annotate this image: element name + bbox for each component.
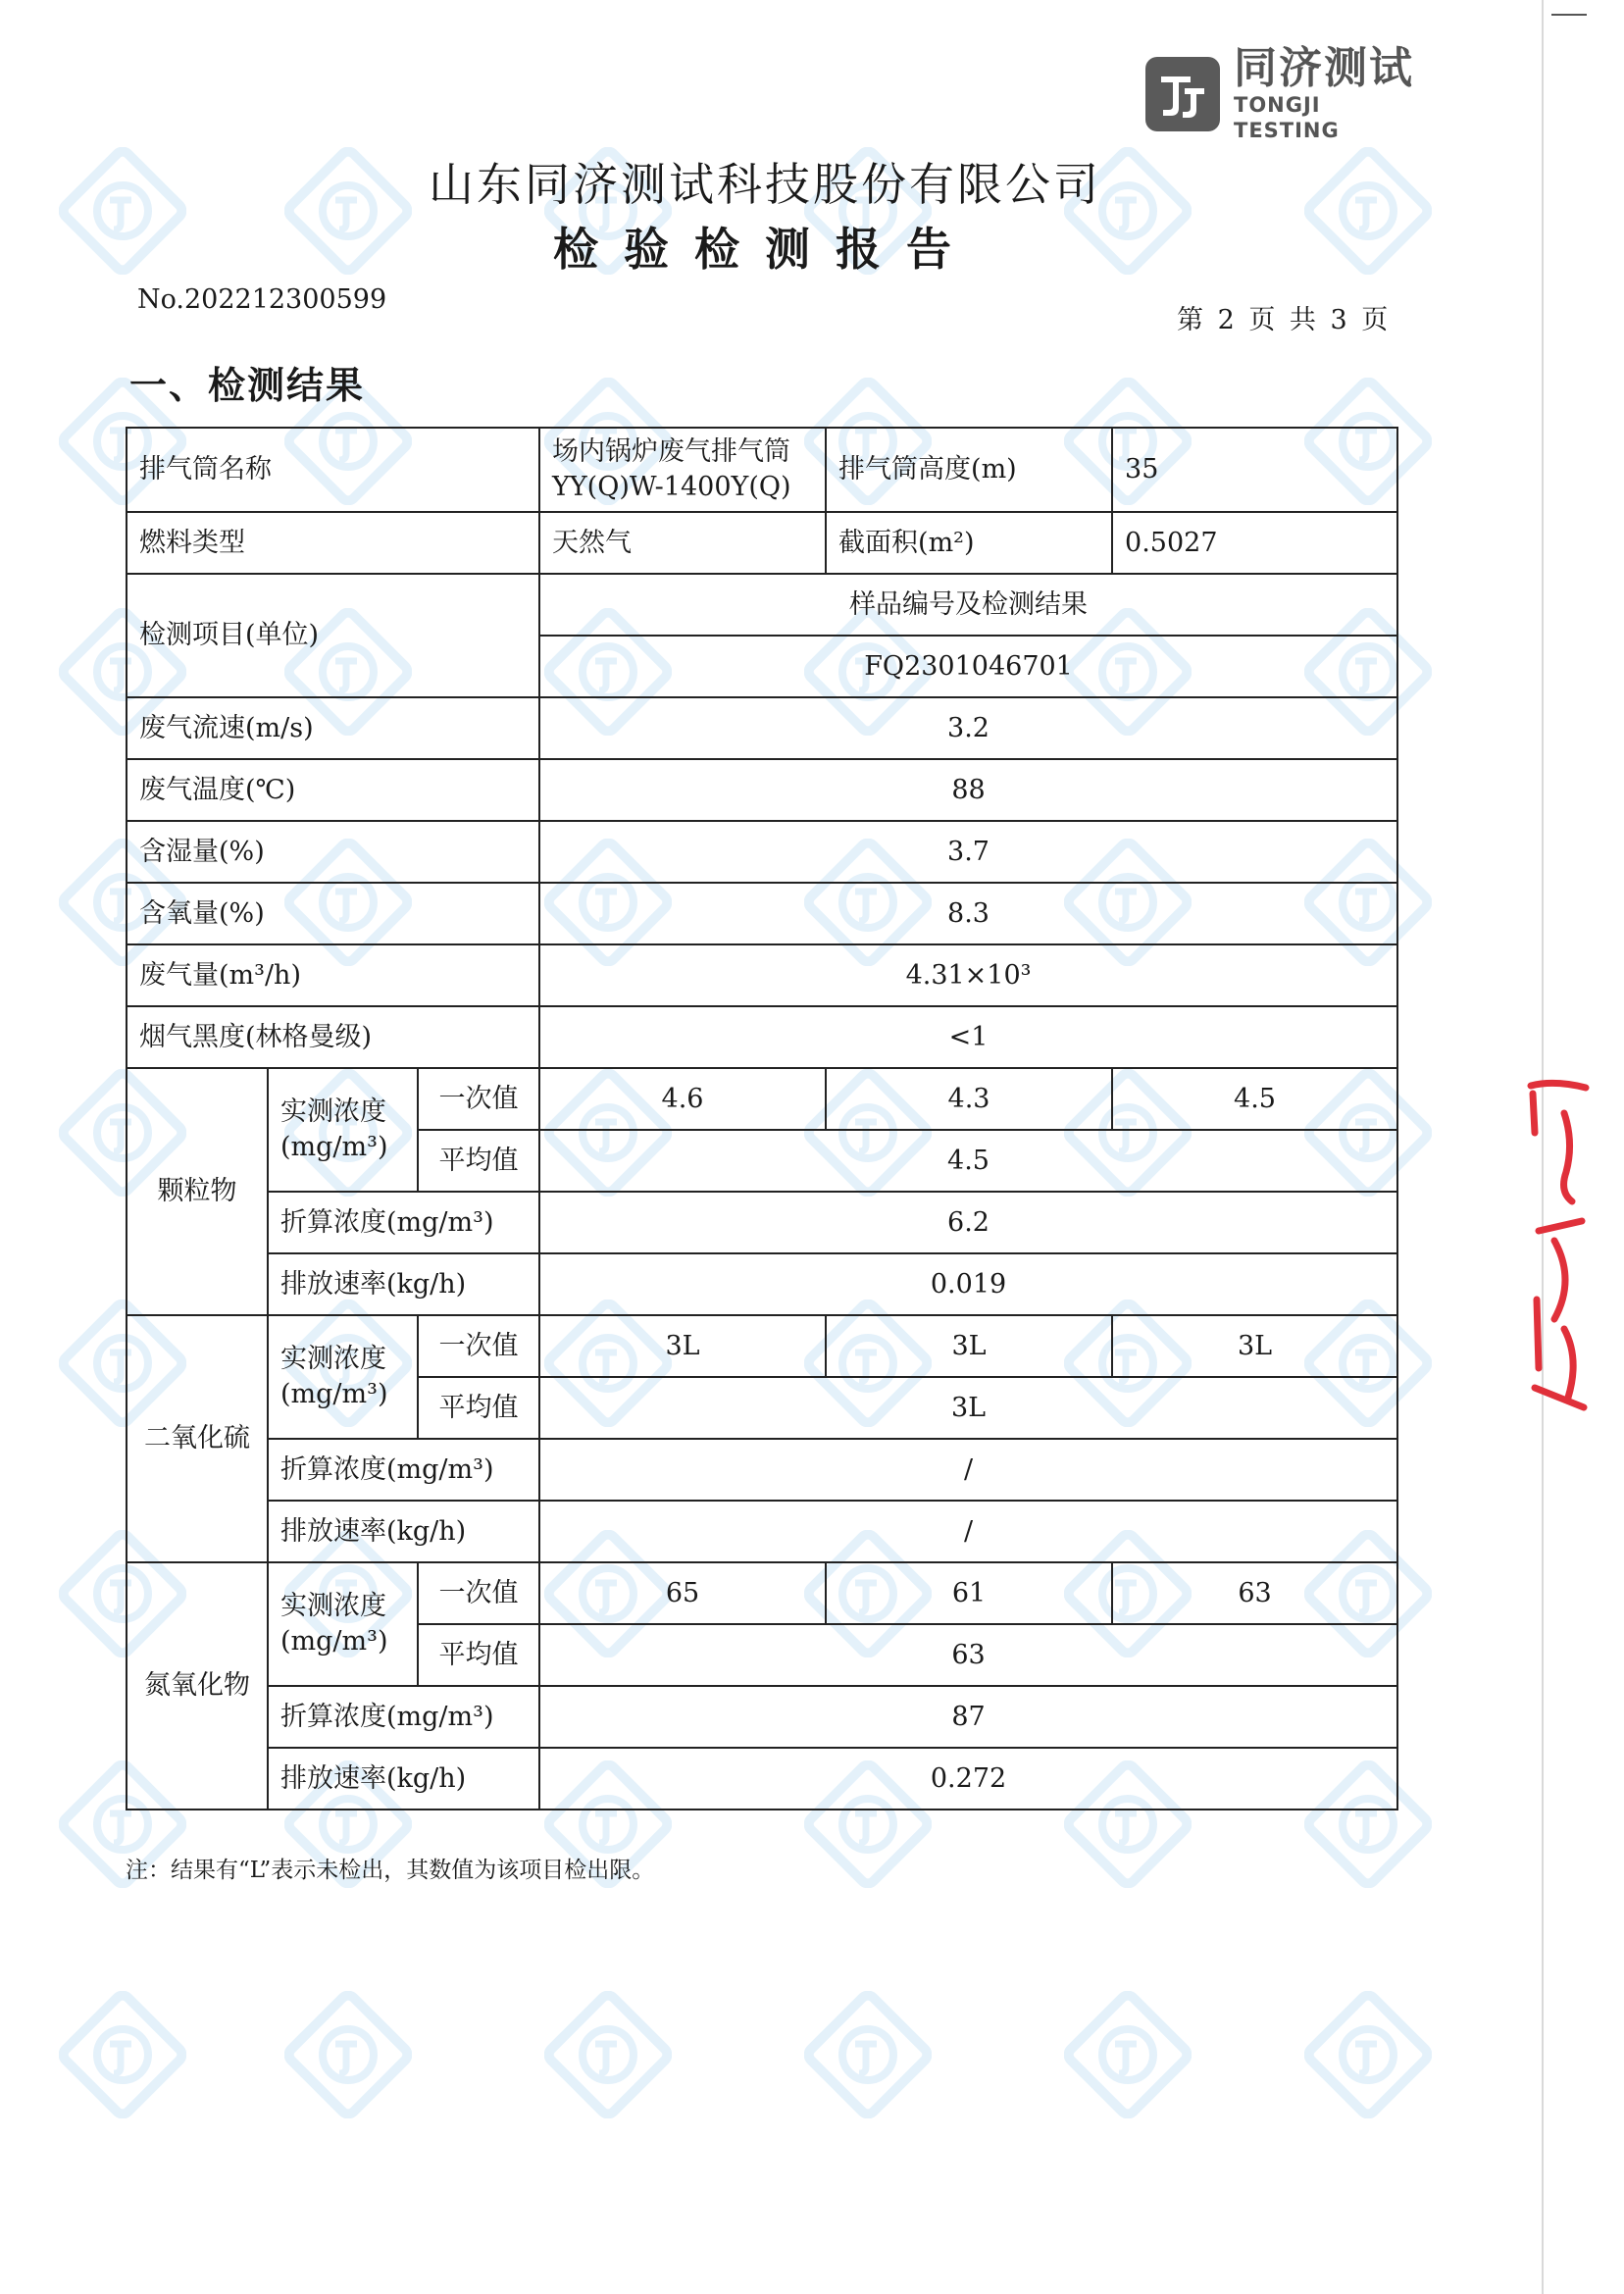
emission-rate-value: 0.272 [539, 1748, 1397, 1810]
section-title: 一、检测结果 [129, 363, 366, 407]
area-value: 0.5027 [1112, 512, 1397, 574]
stack-name-value [539, 428, 826, 512]
logo-cn-text: 同济测试 [1234, 43, 1414, 93]
measured-conc-line1: 实测浓度 [280, 1344, 386, 1374]
logo-en-text: TONGJI TESTING [1234, 93, 1340, 142]
param-value: 88 [539, 759, 1397, 821]
watermark-logo-icon [804, 1991, 932, 2118]
company-name: 山东同济测试科技股份有限公司 [429, 158, 1101, 211]
table-row [127, 1686, 1397, 1748]
converted-conc-value: 87 [539, 1686, 1397, 1748]
single-value-2: 4.3 [826, 1068, 1112, 1130]
single-value-1: 65 [539, 1562, 826, 1624]
page-edge-mark [1551, 14, 1587, 16]
emission-rate-label: 排放速率(kg/h) [268, 1253, 539, 1315]
area-label: 截面积(m²) [826, 512, 1112, 574]
stack-name-line2: YY(Q)W-1400Y(Q) [552, 472, 791, 502]
converted-conc-label: 折算浓度(mg/m³) [268, 1686, 539, 1748]
table-row [127, 1006, 1397, 1068]
measured-conc-line2: (mg/m³) [280, 1626, 388, 1657]
single-value-2: 61 [826, 1562, 1112, 1624]
param-value: <1 [539, 1006, 1397, 1068]
table-row [127, 1068, 1397, 1130]
measured-conc-line2: (mg/m³) [280, 1379, 388, 1409]
stack-height-label: 排气筒高度(m) [826, 428, 1112, 512]
single-value-3: 3L [1112, 1315, 1397, 1377]
single-value-2: 3L [826, 1315, 1112, 1377]
average-value-label: 平均值 [418, 1377, 539, 1439]
single-value-3: 4.5 [1112, 1068, 1397, 1130]
single-value-label: 一次值 [418, 1562, 539, 1624]
table-row [127, 574, 1397, 636]
average-value-label: 平均值 [418, 1130, 539, 1192]
table-row [127, 1192, 1397, 1253]
watermark-logo-icon [544, 1991, 672, 2118]
table-row [127, 944, 1397, 1006]
measured-conc-line2: (mg/m³) [280, 1132, 388, 1162]
measured-conc-line1: 实测浓度 [280, 1591, 386, 1621]
fuel-label: 燃料类型 [127, 512, 539, 574]
item-label: 检测项目(单位) [127, 574, 539, 697]
watermark-logo-icon [59, 1991, 186, 2118]
average-value: 3L [539, 1377, 1397, 1439]
average-value: 4.5 [539, 1130, 1397, 1192]
measured-conc-label [268, 1562, 418, 1686]
param-value: 3.7 [539, 821, 1397, 883]
converted-conc-label: 折算浓度(mg/m³) [268, 1439, 539, 1501]
watermark-logo-icon [284, 1991, 412, 2118]
param-value: 8.3 [539, 883, 1397, 944]
table-row [127, 1439, 1397, 1501]
average-value-label: 平均值 [418, 1624, 539, 1686]
measured-conc-label [268, 1315, 418, 1439]
table-row [127, 759, 1397, 821]
emission-rate-label: 排放速率(kg/h) [268, 1501, 539, 1562]
stack-name-line1: 场内锅炉废气排气筒 [552, 436, 791, 467]
tongji-logo-icon [1145, 57, 1220, 131]
param-label: 含湿量(%) [127, 821, 539, 883]
param-label: 废气流速(m/s) [127, 697, 539, 759]
single-value-label: 一次值 [418, 1315, 539, 1377]
param-label: 烟气黑度(林格曼级) [127, 1006, 539, 1068]
pollutant-name: 颗粒物 [127, 1068, 268, 1315]
single-value-1: 4.6 [539, 1068, 826, 1130]
pollutant-name: 二氧化硫 [127, 1315, 268, 1562]
watermark-logo-icon [1304, 1991, 1432, 2118]
emission-rate-value: / [539, 1501, 1397, 1562]
single-value-3: 63 [1112, 1562, 1397, 1624]
emission-rate-value: 0.019 [539, 1253, 1397, 1315]
table-row [127, 1501, 1397, 1562]
red-seal-fragment [1525, 1074, 1594, 1427]
footnote: 注：结果有“L”表示未检出，其数值为该项目检出限。 [126, 1858, 655, 1883]
table-row [127, 821, 1397, 883]
stack-height-value: 35 [1112, 428, 1397, 512]
pollutant-name: 氮氧化物 [127, 1562, 268, 1810]
table-row [127, 1562, 1397, 1624]
table-row [127, 697, 1397, 759]
report-number: No.202212300599 [137, 284, 387, 315]
param-value: 4.31×10³ [539, 944, 1397, 1006]
result-header: 样品编号及检测结果 [539, 574, 1397, 636]
emission-rate-label: 排放速率(kg/h) [268, 1748, 539, 1810]
measured-conc-label [268, 1068, 418, 1192]
results-table-wrapper [126, 427, 1396, 1810]
single-value-1: 3L [539, 1315, 826, 1377]
param-label: 含氧量(%) [127, 883, 539, 944]
sample-id: FQ2301046701 [539, 636, 1397, 697]
converted-conc-value: 6.2 [539, 1192, 1397, 1253]
param-label: 废气量(m³/h) [127, 944, 539, 1006]
fuel-value: 天然气 [539, 512, 826, 574]
single-value-label: 一次值 [418, 1068, 539, 1130]
stack-name-label: 排气筒名称 [127, 428, 539, 512]
table-row [127, 1253, 1397, 1315]
table-row [127, 883, 1397, 944]
company-logo [1145, 43, 1430, 142]
results-table [126, 427, 1398, 1810]
table-row [127, 512, 1397, 574]
page-info: 第 2 页 共 3 页 [1177, 305, 1392, 335]
table-row [127, 428, 1397, 512]
param-value: 3.2 [539, 697, 1397, 759]
converted-conc-label: 折算浓度(mg/m³) [268, 1192, 539, 1253]
table-row [127, 1748, 1397, 1810]
average-value: 63 [539, 1624, 1397, 1686]
table-row [127, 1315, 1397, 1377]
measured-conc-line1: 实测浓度 [280, 1096, 386, 1127]
converted-conc-value: / [539, 1439, 1397, 1501]
watermark-logo-icon [1064, 1991, 1192, 2118]
report-title: 检验检测报告 [553, 223, 977, 276]
param-label: 废气温度(℃) [127, 759, 539, 821]
